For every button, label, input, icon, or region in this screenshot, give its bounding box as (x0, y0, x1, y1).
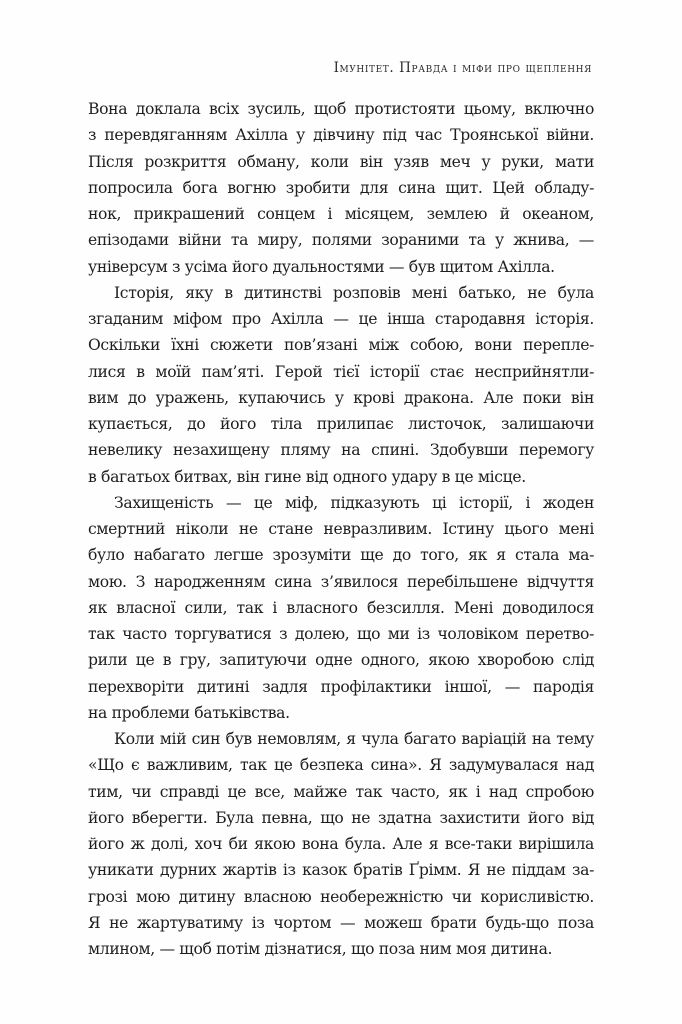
text-line: Після розкриття обману, коли він узяв меч у руки, мати (88, 152, 594, 171)
text-line: Я не жартуватиму із чортом — можеш брати будь-що поза (88, 913, 594, 932)
text-line: його ж долі, хоч би якою вона була. Але я все-таки вирішила (88, 835, 594, 853)
text-line: вим до уражень, купаючись у крові дракона. Але поки він (88, 388, 594, 407)
body-text (88, 96, 594, 962)
text-line: універсум з усіма його дуальностями — був щитом Ахілла. (88, 257, 555, 276)
text-line: тим, чи справді це все, майже так часто, як і над спробою (88, 782, 594, 801)
text-line: лися в моїй пам’яті. Герой тієї історії стає несприйнятли- (88, 362, 594, 381)
text-line: Коли мій син був немовлям, я чула багато варіацій на тему (114, 730, 594, 748)
text-line: мою. З народженням сина з’явилося перебільшене відчуття (88, 572, 594, 591)
paragraph (88, 96, 594, 280)
text-line: нок, прикрашений сонцем і місяцем, землею й океаном, (88, 205, 594, 223)
text-line: уникати дурних жартів із казок братів Ґрімм. Я не піддам за- (88, 861, 594, 880)
paragraph (88, 280, 594, 490)
text-line: «Що є важливим, так це безпека сина». Я задумувалася над (88, 756, 594, 775)
text-line: смертний ніколи не стане невразливим. Істину цього мені (88, 520, 594, 538)
text-line: в багатьох битвах, він гине від одного удару в це місце. (88, 467, 526, 486)
text-line: Історія, яку в дитинстві розповів мені батько, не була (114, 283, 594, 302)
text-line: невелику незахищену пляму на спині. Здобувши перемогу (88, 441, 594, 460)
text-line: епізодами війни та миру, полями зораними та у жнива, — (88, 231, 594, 250)
text-line: Оскільки їхні сюжети пов’язані між собою, вони перепле- (88, 336, 594, 355)
text-line: купається, до його тіла прилипає листочок, залишаючи (88, 415, 594, 433)
text-line: попросила бога вогню зробити для сина щит. Цей обладу- (88, 178, 594, 197)
text-line: на проблеми батьківства. (88, 703, 290, 722)
text-line: Захищеність — це міф, підказують ці історії, і жоден (114, 493, 594, 512)
running-header: Імунітет. Правда і міфи про щеплення (333, 60, 592, 76)
text-line: згаданим міфом про Ахілла — це інша стародавня історія. (88, 310, 594, 328)
text-line: як власної сили, так і власного безсилля. Мені доводилося (88, 598, 594, 617)
text-line: млином, — щоб потім дізнатися, що поза ним моя дитина. (88, 940, 553, 958)
text-line: рили це в гру, запитуючи одне одного, якою хворобою слід (88, 651, 594, 670)
text-line: було набагато легше зрозуміти ще до того, як я стала ма- (88, 546, 594, 565)
text-line: його вберегти. Була певна, що не здатна захистити його від (88, 808, 594, 827)
text-line: так часто торгуватися з долею, що ми із чоловіком перетво- (88, 625, 594, 643)
text-line: Вона доклала всіх зусиль, щоб протистояти цьому, включно (88, 100, 594, 118)
paragraph (88, 726, 594, 962)
text-line: з перевдяганням Ахілла у дівчину під час Троянської війни. (88, 126, 594, 145)
paragraph (88, 490, 594, 726)
text-line: грозі мою дитину власною необережністю чи корисливістю. (88, 887, 594, 906)
text-line: перехворіти дитині задля профілактики іншої, — пародія (88, 677, 594, 696)
